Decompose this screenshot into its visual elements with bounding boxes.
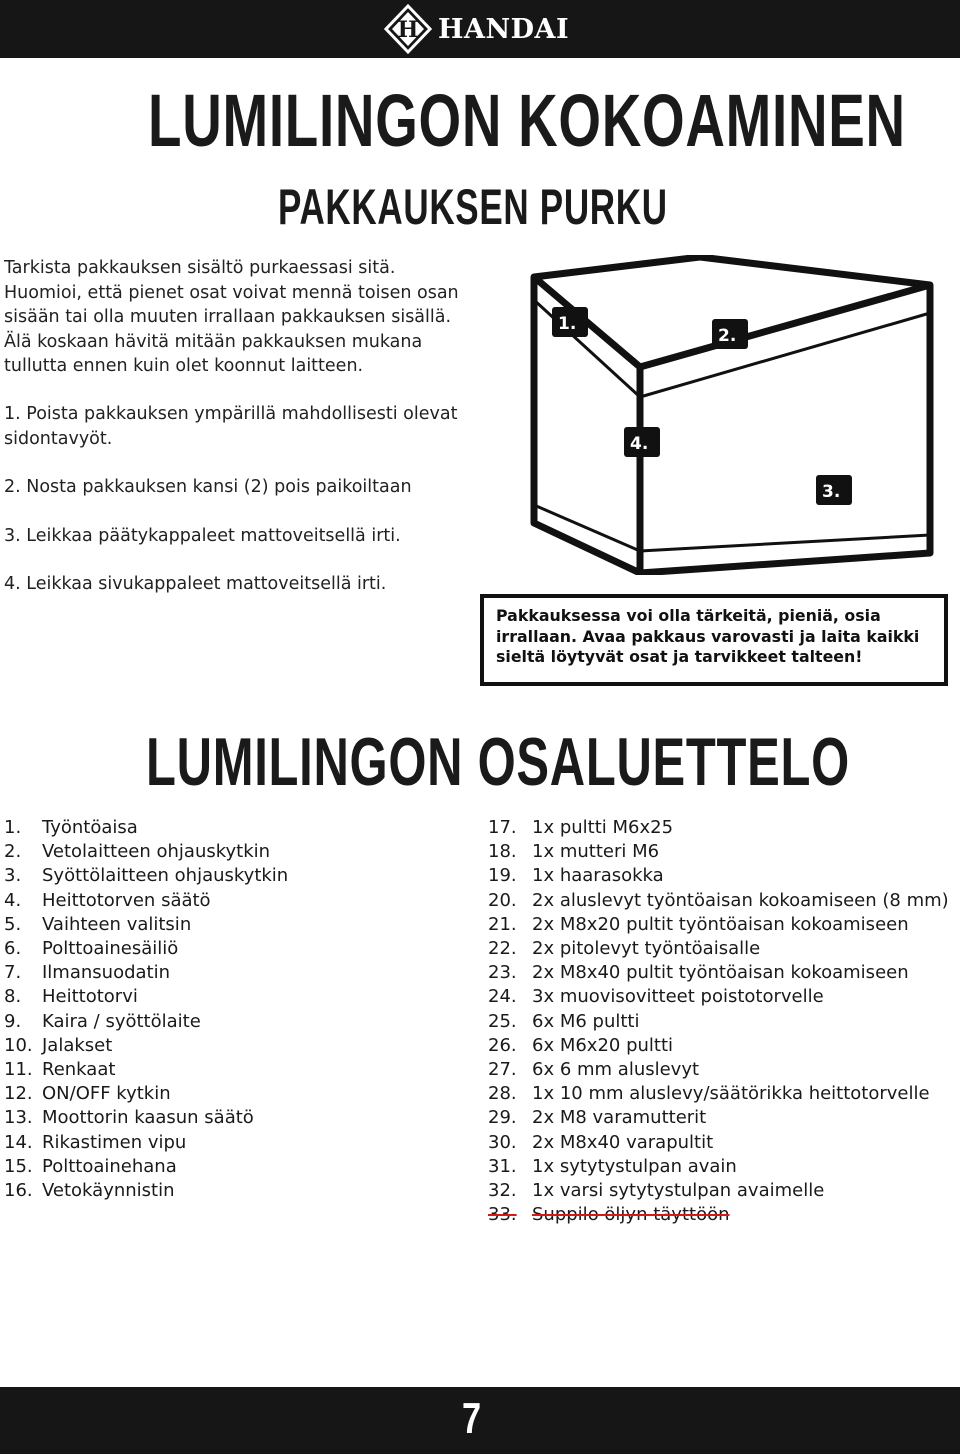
parts-list-item	[488, 1034, 949, 1058]
parts-item-number: 21.	[488, 913, 517, 935]
parts-item-text: 1x sytytystulpan avain	[532, 1155, 737, 1177]
parts-item-text: Jalakset	[42, 1034, 113, 1056]
parts-list-item	[4, 864, 288, 888]
parts-item-text: 6x 6 mm aluslevyt	[532, 1059, 700, 1081]
parts-list-item	[488, 1179, 949, 1203]
parts-item-number: 32.	[488, 1180, 517, 1202]
parts-list-item	[488, 1203, 949, 1227]
page-number: 7	[462, 1394, 482, 1443]
box-illustration	[520, 255, 940, 575]
parts-item-number: 33.	[488, 1204, 517, 1226]
parts-list-item	[4, 913, 288, 937]
parts-item-text: 6x M6x20 pultti	[532, 1034, 674, 1056]
parts-item-number: 31.	[488, 1155, 517, 1177]
parts-item-number: 9.	[4, 1010, 22, 1032]
parts-item-number: 19.	[488, 865, 517, 887]
parts-list-right	[488, 816, 949, 1227]
parts-item-number: 2.	[4, 841, 22, 863]
brand-letter: H	[397, 17, 419, 43]
unpacking-steps	[4, 402, 474, 597]
parts-item-number: 6.	[4, 938, 22, 960]
parts-list-item	[4, 1179, 288, 1203]
parts-item-text: Heittotorvi	[42, 986, 138, 1008]
parts-item-text: Kaira / syöttölaite	[42, 1010, 201, 1032]
parts-item-text: Heittotorven säätö	[42, 889, 211, 911]
parts-list-item	[4, 840, 288, 864]
parts-list-item	[488, 1010, 949, 1034]
parts-list-item	[488, 840, 949, 864]
parts-item-text: Työntöaisa	[42, 817, 138, 838]
parts-list-item	[4, 1034, 288, 1058]
parts-item-number: 1.	[4, 817, 22, 838]
parts-list-item	[4, 1106, 288, 1130]
parts-item-number: 13.	[4, 1107, 33, 1129]
box-label-1: 1.	[558, 314, 577, 334]
parts-list-item	[4, 889, 288, 913]
parts-item-number: 11.	[4, 1059, 33, 1081]
parts-item-number: 4.	[4, 889, 22, 911]
parts-item-number: 15.	[4, 1155, 33, 1177]
parts-list-item	[4, 1058, 288, 1082]
parts-item-number: 16.	[4, 1180, 33, 1202]
parts-item-text: Vetolaitteen ohjauskytkin	[42, 841, 271, 863]
parts-item-text: 2x M8x20 pultit työntöaisan kokoamiseen	[532, 913, 909, 935]
parts-item-text: 2x aluslevyt työntöaisan kokoamiseen (8 mm)	[532, 889, 949, 911]
parts-item-text: Polttoainesäiliö	[42, 938, 179, 960]
parts-list-item	[488, 961, 949, 985]
section-title-unpacking: PAKKAUKSEN PURKU	[278, 179, 668, 235]
parts-item-text: 2x pitolevyt työntöaisalle	[532, 938, 761, 960]
parts-item-text: 3x muovisovitteet poistotorvelle	[532, 986, 824, 1008]
box-label-2: 2.	[718, 326, 737, 346]
parts-item-number: 3.	[4, 865, 22, 887]
intro-paragraph	[4, 256, 474, 379]
parts-item-text: 2x M8x40 varapultit	[532, 1131, 714, 1153]
parts-list-item	[488, 1155, 949, 1179]
parts-list-left	[4, 816, 288, 1203]
parts-item-number: 29.	[488, 1107, 517, 1129]
parts-item-number: 23.	[488, 962, 517, 984]
parts-list-item	[4, 1010, 288, 1034]
parts-list-item	[4, 937, 288, 961]
parts-item-text: Ilmansuodatin	[42, 962, 171, 984]
parts-item-number: 10.	[4, 1034, 33, 1056]
parts-item-text: Rikastimen vipu	[42, 1131, 187, 1153]
intro-text: Tarkista pakkauksen sisältö purkaessasi sitä. Huomioi, että pienet osat voivat mennä toisen osan sisään tai olla muuten irrallaan pakkauksen sisällä. Älä koskaan hävitä mitään pakkauksen mukana tullutta ennen kuin olet koonnut laitteen.	[4, 258, 459, 376]
parts-item-number: 8.	[4, 986, 22, 1008]
page-title: LUMILINGON KOKOAMINEN	[148, 79, 906, 162]
parts-list-item	[488, 816, 949, 840]
parts-list-item	[488, 985, 949, 1009]
parts-item-number: 30.	[488, 1131, 517, 1153]
parts-item-text: Suppilo öljyn täyttöön	[532, 1204, 730, 1226]
warning-box	[480, 594, 948, 686]
step-4: 4. Leikkaa sivukappaleet mattoveitsellä irti.	[4, 574, 387, 594]
parts-item-text: 2x M8x40 pultit työntöaisan kokoamiseen	[532, 962, 909, 984]
parts-item-number: 5.	[4, 913, 22, 935]
box-label-4: 4.	[630, 434, 649, 454]
parts-item-text: 1x 10 mm aluslevy/säätörikka heittotorvelle	[532, 1083, 930, 1105]
parts-list-item	[488, 1131, 949, 1155]
header-bar	[0, 0, 960, 58]
parts-list-item	[488, 864, 949, 888]
parts-list-item	[488, 1082, 949, 1106]
parts-item-number: 25.	[488, 1010, 517, 1032]
parts-item-text: Vaihteen valitsin	[42, 913, 192, 935]
parts-item-text: Polttoainehana	[42, 1155, 177, 1177]
parts-item-text: 6x M6 pultti	[532, 1010, 640, 1032]
parts-item-text: 1x varsi sytytystulpan avaimelle	[532, 1180, 825, 1202]
parts-item-text: Moottorin kaasun säätö	[42, 1107, 254, 1129]
parts-list-item	[4, 985, 288, 1009]
parts-list-item	[488, 889, 949, 913]
parts-item-number: 17.	[488, 817, 517, 838]
parts-list-item	[488, 937, 949, 961]
parts-item-text: 1x pultti M6x25	[532, 817, 674, 838]
parts-list-item	[488, 1058, 949, 1082]
step-2: 2. Nosta pakkauksen kansi (2) pois paikoiltaan	[4, 477, 412, 497]
parts-list-item	[4, 816, 288, 840]
parts-item-number: 26.	[488, 1034, 517, 1056]
parts-item-text: 1x mutteri M6	[532, 841, 660, 863]
parts-item-text: Syöttölaitteen ohjauskytkin	[42, 865, 289, 887]
step-1: 1. Poista pakkauksen ympärillä mahdollisesti olevat sidontavyöt.	[4, 404, 458, 449]
parts-item-number: 27.	[488, 1059, 517, 1081]
parts-list-item	[488, 1106, 949, 1130]
parts-item-number: 14.	[4, 1131, 33, 1153]
parts-list-item	[4, 1082, 288, 1106]
parts-item-text: 1x haarasokka	[532, 865, 664, 887]
parts-item-number: 7.	[4, 962, 22, 984]
brand-diamond-icon	[384, 4, 432, 54]
parts-list-item	[4, 1131, 288, 1155]
parts-item-text: ON/OFF kytkin	[42, 1083, 171, 1105]
parts-item-text: 2x M8 varamutterit	[532, 1107, 707, 1129]
parts-item-number: 20.	[488, 889, 517, 911]
parts-item-number: 22.	[488, 938, 517, 960]
parts-item-number: 18.	[488, 841, 517, 863]
parts-item-number: 28.	[488, 1083, 517, 1105]
brand-logo	[384, 2, 569, 56]
parts-list-item	[4, 1155, 288, 1179]
parts-item-number: 24.	[488, 986, 517, 1008]
warning-text: Pakkauksessa voi olla tärkeitä, pieniä, osia irrallaan. Avaa pakkaus varovasti ja laita kaikki sieltä löytyvät osat ja tarvikkeet talteen!	[496, 606, 920, 666]
step-3: 3. Leikkaa päätykappaleet mattoveitsellä irti.	[4, 525, 401, 546]
parts-list-item	[4, 961, 288, 985]
parts-list-item	[488, 913, 949, 937]
parts-item-text: Vetokäynnistin	[42, 1180, 175, 1202]
section-title-parts: LUMILINGON OSALUETTELO	[146, 724, 850, 800]
box-label-3: 3.	[822, 482, 841, 502]
brand-name: HANDAI	[438, 13, 570, 45]
parts-item-number: 12.	[4, 1083, 33, 1105]
parts-item-text: Renkaat	[42, 1059, 116, 1081]
